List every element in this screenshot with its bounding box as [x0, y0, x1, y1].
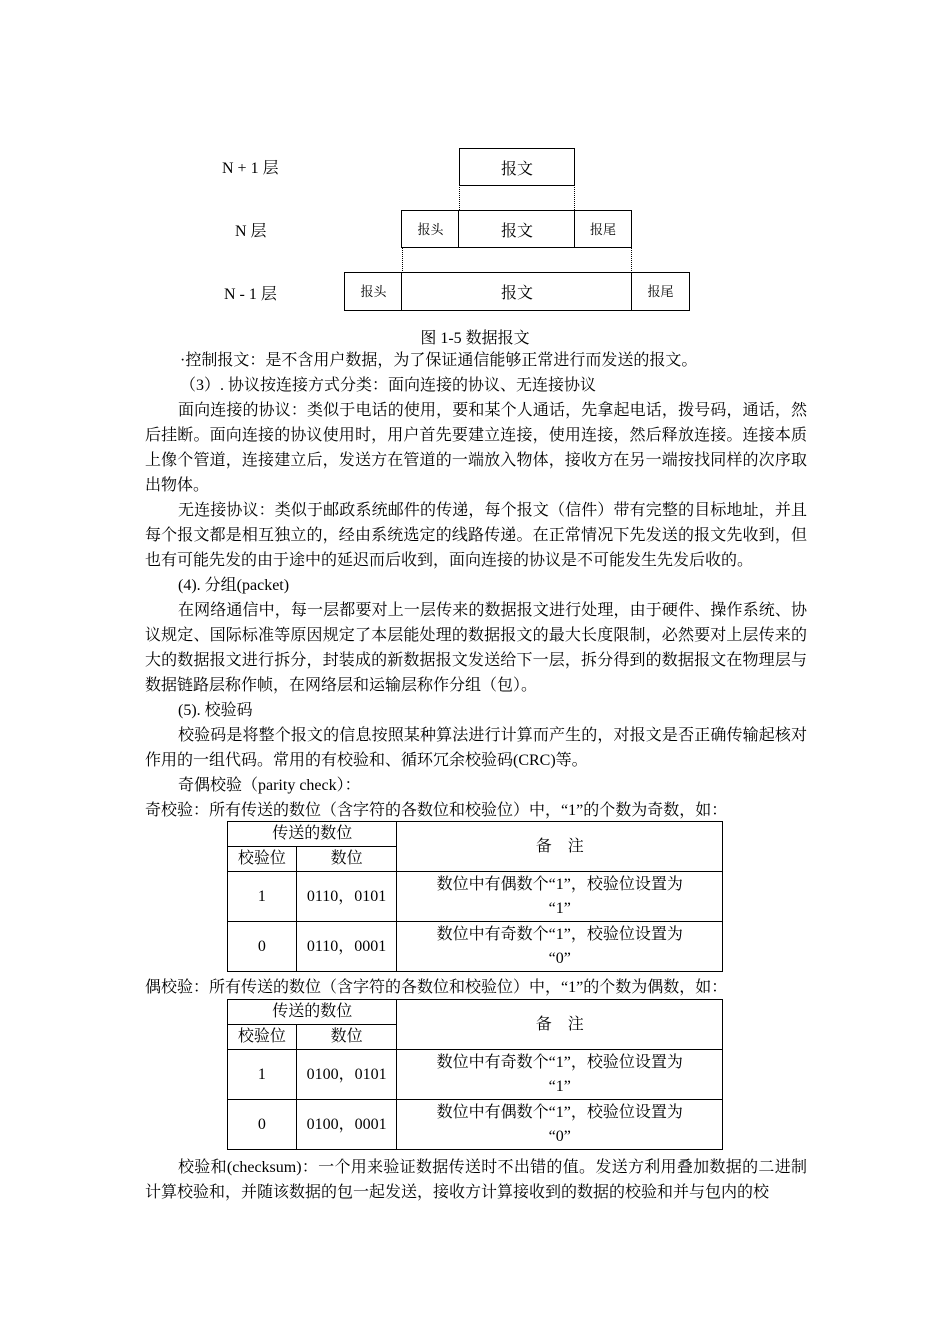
paragraph-packet: 在网络通信中，每一层都要对上一层传来的数据报文进行处理，由于硬件、操作系统、协议规定、国际标准等原因规定了本层能处理的数据报文的最大长度限制，必然要对上层传来的大的数据报文进行拆分，封装成的新数据报文发送给下一层，拆分得到的数据报文在物理层与数据链路层称作帧，在网络层和运输层称作分组（包）。 [145, 602, 807, 694]
table-row [228, 1100, 723, 1150]
table-data-header: 数位 [296, 847, 397, 872]
guide-line [459, 185, 460, 210]
odd-check-intro: 奇校验：所有传送的数位（含字符的各数位和校验位）中，“1”的个数为奇数，如： [145, 802, 728, 819]
n1-message-box: 报文 [459, 148, 575, 186]
cell-data: 0100，0001 [296, 1100, 397, 1150]
cell-note [397, 1050, 723, 1100]
paragraph-checksum: 校验和(checksum)：一个用来验证数据传送时不出错的值。发送方利用叠加数据的二进制计算校验和，并随该数据的包一起发送，接收方计算接收到的数据的校验和并与包内的校 [145, 1159, 807, 1201]
heading-protocol-classification: （3）. 协议按连接方式分类：面向连接的协议、无连接协议 [180, 377, 597, 394]
table-note-header: 备 注 [397, 822, 723, 872]
guide-line [574, 185, 575, 210]
n-1-header-box: 报头 [344, 272, 403, 311]
table-note-header: 备 注 [397, 1000, 723, 1050]
table-group-header: 传送的数位 [228, 822, 397, 847]
table-check-header: 校验位 [228, 847, 297, 872]
paragraph-control-message: ·控制报文：是不含用户数据，为了保证通信能够正常进行而发送的报文。 [180, 352, 698, 369]
figure-caption: 图 1-5 数据报文 [420, 330, 530, 347]
heading-parity-check: 奇偶校验（parity check）： [178, 777, 361, 794]
paragraph-connection-oriented: 面向连接的协议：类似于电话的使用，要和某个人通话，先拿起电话，拨号码，通话，然后挂断。面向连接的协议使用时，用户首先要建立连接，使用连接，然后释放连接。连接本质上像个管道，连接建立后，发送方在管道的一端放入物体，接收方在另一端按找同样的次序取出物体。 [145, 402, 807, 494]
paragraph-connectionless: 无连接协议：类似于邮政系统邮件的传递，每个报文（信件）带有完整的目标地址，并且每个报文都是相互独立的，经由系统选定的线路传递。在正常情况下先发送的报文先收到，但也有可能先发的由于途中的延迟而后收到，面向连接的协议是不可能发生先发后收的。 [145, 502, 807, 569]
heading-packet: (4). 分组(packet) [178, 577, 290, 594]
layer-label-n: N 层 [235, 223, 267, 240]
n-1-message-box: 报文 [401, 272, 633, 311]
note-line: 数位中有偶数个“1”，校验位设置为 [436, 1103, 683, 1121]
note-line: “1” [548, 899, 571, 917]
note-line: 数位中有奇数个“1”，校验位设置为 [436, 1053, 683, 1071]
note-line: “0” [548, 1127, 571, 1145]
n-header-box: 报头 [401, 210, 460, 248]
layer-label-n-minus-1: N - 1 层 [224, 286, 277, 303]
paragraph-check-code: 校验码是将整个报文的信息按照某种算法进行计算而产生的，对报文是否正确传输起核对作用的一组代码。常用的有校验和、循环冗余校验码(CRC)等。 [145, 727, 807, 769]
odd-parity-table [227, 821, 723, 972]
table-row [228, 872, 723, 922]
n-trailer-box: 报尾 [574, 210, 632, 248]
guide-line [631, 247, 632, 273]
table-check-header: 校验位 [228, 1025, 297, 1050]
note-line: “0” [548, 949, 571, 967]
cell-check: 0 [228, 922, 297, 972]
table-data-header: 数位 [296, 1025, 397, 1050]
table-group-header: 传送的数位 [228, 1000, 397, 1025]
cell-note [397, 872, 723, 922]
note-line: 数位中有偶数个“1”，校验位设置为 [436, 875, 683, 893]
cell-check: 0 [228, 1100, 297, 1150]
n-message-box: 报文 [458, 210, 576, 248]
guide-line [402, 247, 403, 273]
even-parity-table [227, 999, 723, 1150]
cell-check: 1 [228, 872, 297, 922]
layer-label-n-plus-1: N + 1 层 [222, 160, 279, 177]
cell-check: 1 [228, 1050, 297, 1100]
heading-check-code: (5). 校验码 [178, 702, 253, 719]
cell-data: 0110，0101 [296, 872, 397, 922]
n-1-trailer-box: 报尾 [631, 272, 690, 311]
cell-note [397, 1100, 723, 1150]
table-row [228, 922, 723, 972]
note-line: 数位中有奇数个“1”，校验位设置为 [436, 925, 683, 943]
cell-data: 0110，0001 [296, 922, 397, 972]
cell-data: 0100，0101 [296, 1050, 397, 1100]
note-line: “1” [548, 1077, 571, 1095]
even-check-intro: 偶校验：所有传送的数位（含字符的各数位和校验位）中，“1”的个数为偶数，如： [145, 979, 728, 996]
table-row [228, 1050, 723, 1100]
cell-note [397, 922, 723, 972]
